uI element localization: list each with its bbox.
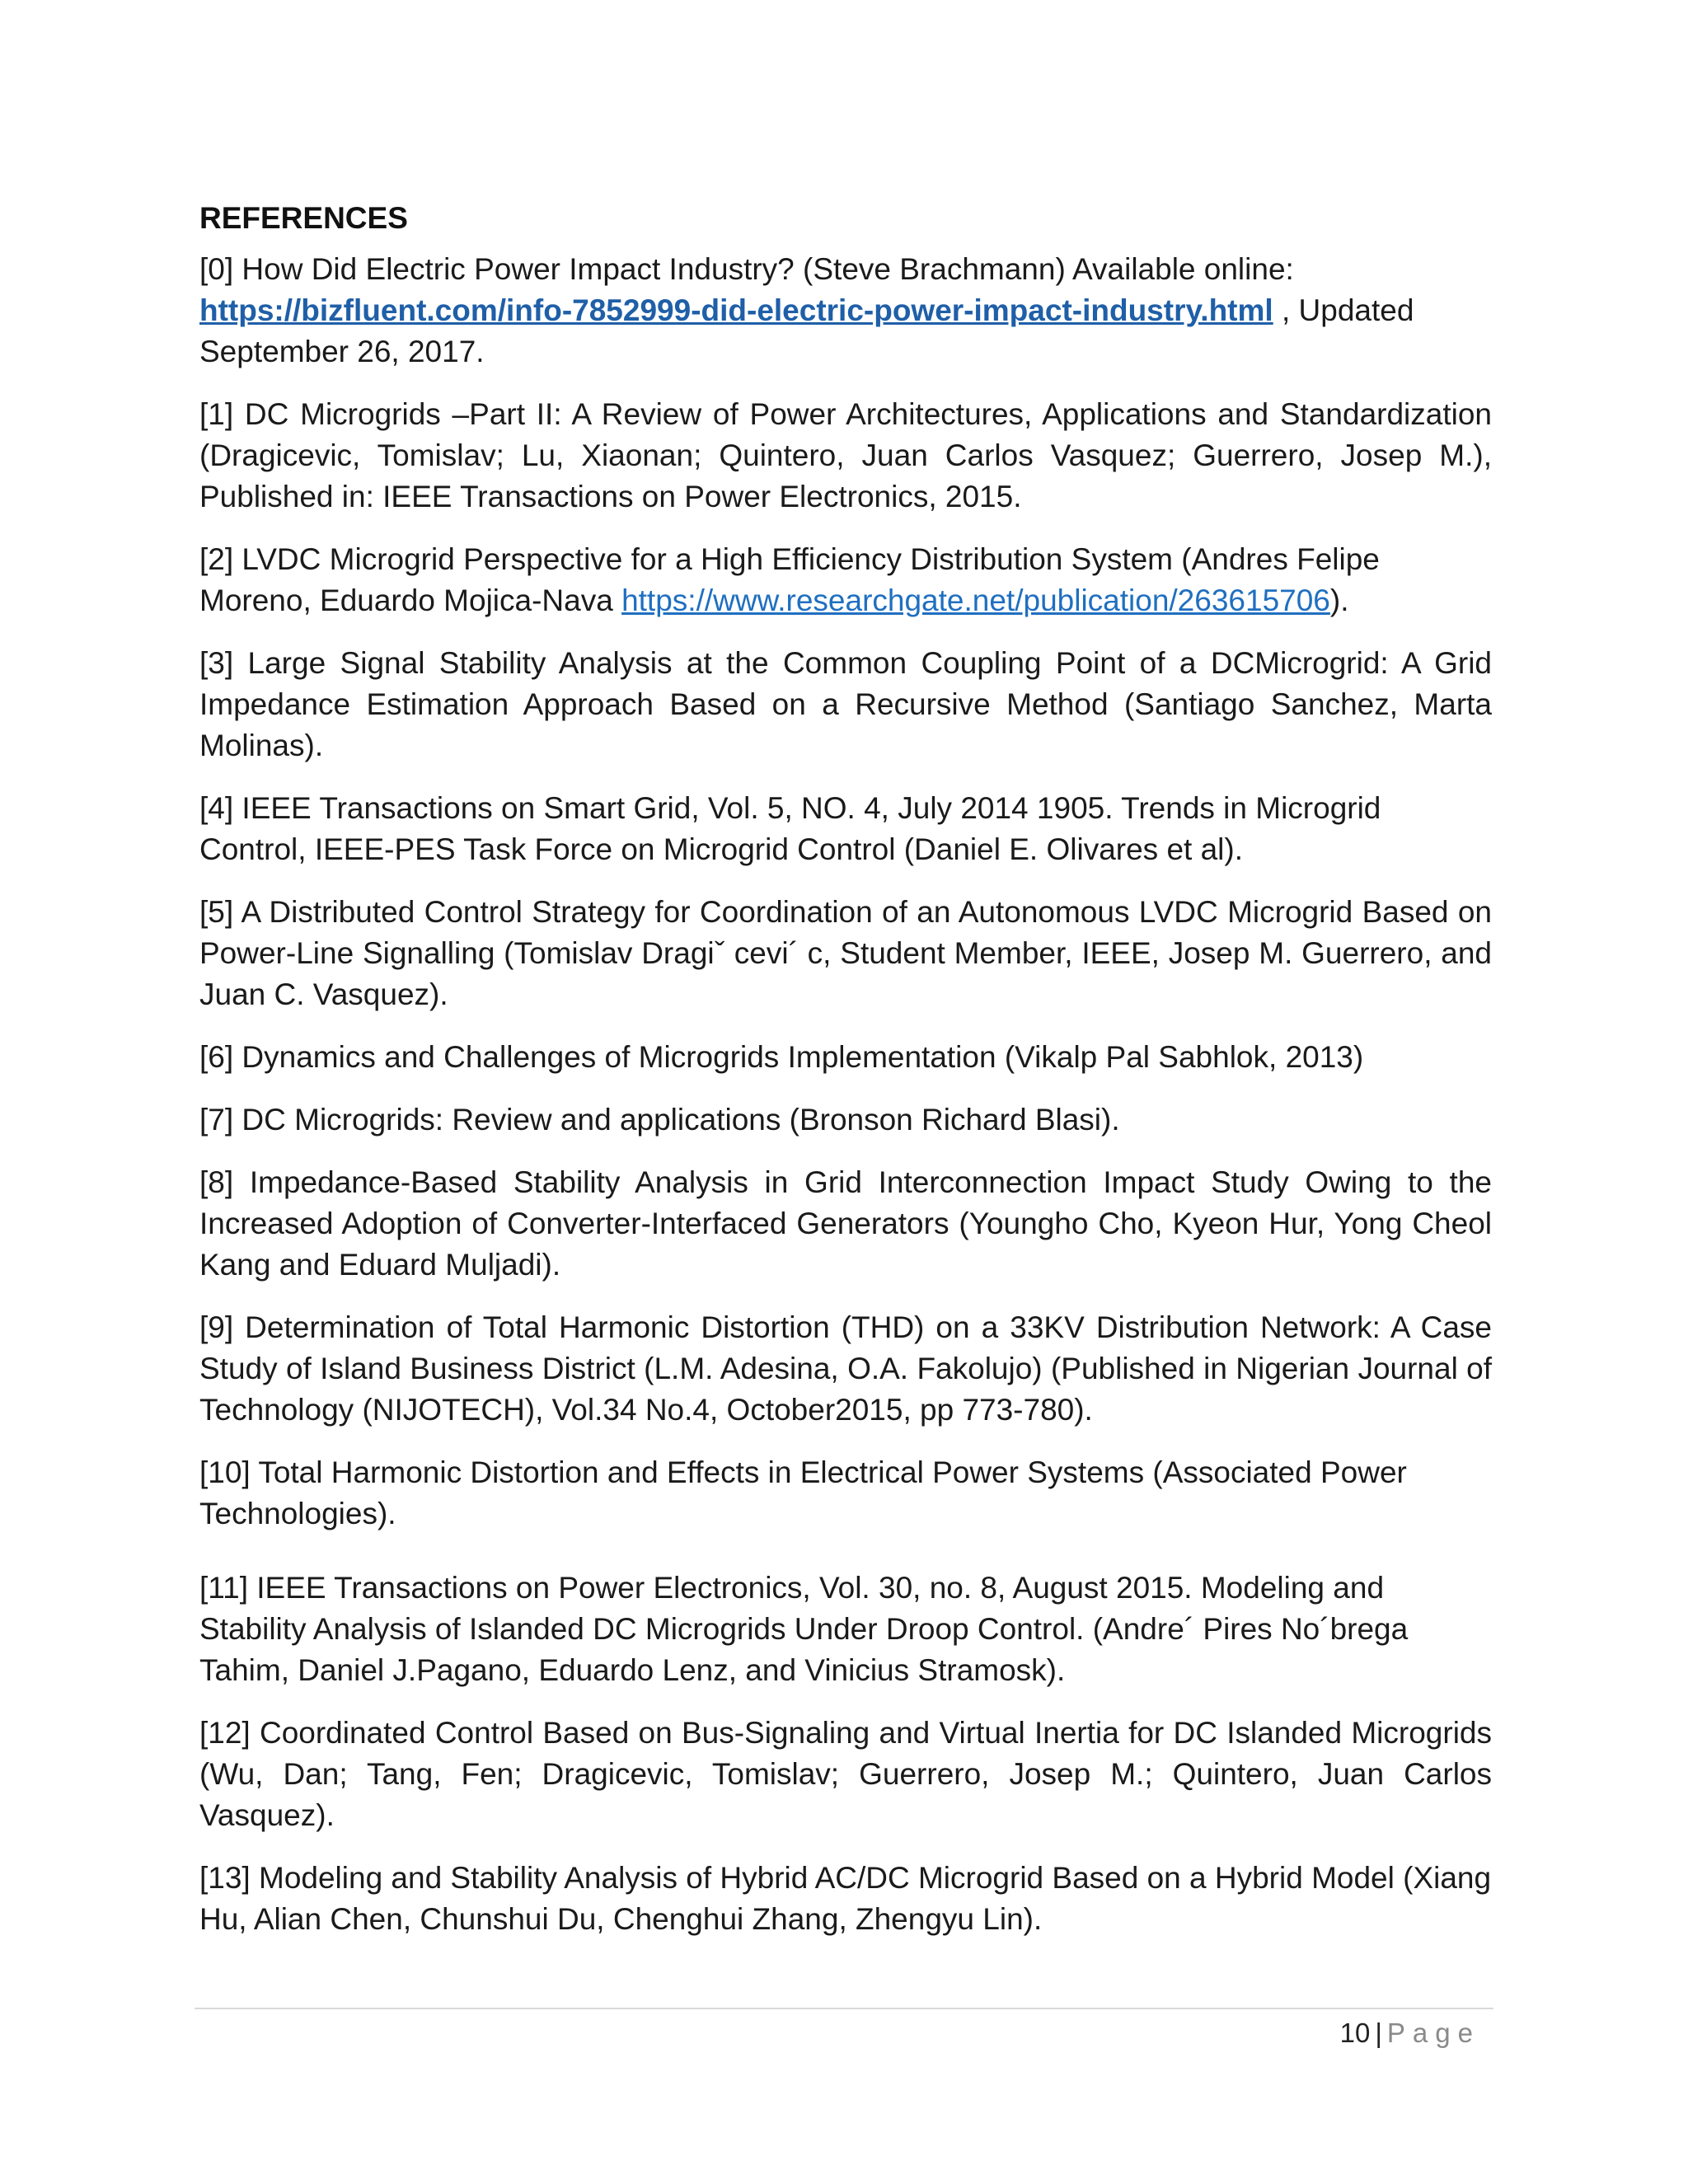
reference-2-text: [2] LVDC Microgrid Perspective for a High Efficiency Distribution System (Andres Felipe Moreno, Eduardo Mojica-Nava [199, 542, 1380, 617]
page-footer [1340, 2015, 1480, 2051]
reference-3: [3] Large Signal Stability Analysis at the Common Coupling Point of a DCMicrogrid: A Grid Impedance Estimation Approach Based on a Recursive Method (Santiago Sanchez, Marta Molinas). [199, 646, 1492, 762]
reference-0 [199, 249, 1492, 373]
reference-11: [11] IEEE Transactions on Power Electronics, Vol. 30, no. 8, August 2015. Modeling and Stability Analysis of Islanded DC Microgrids Under Droop Control. (Andre´ Pires No´brega Tahim, Daniel J.Pagano, Eduardo Lenz, and Vinicius Stramosk). [199, 1571, 1409, 1687]
reference-4: [4] IEEE Transactions on Smart Grid, Vol. 5, NO. 4, July 2014 1905. Trends in Microgrid Control, IEEE-PES Task Force on Microgrid Control (Daniel E. Olivares et al). [199, 791, 1381, 866]
reference-2-text-after: ). [1329, 583, 1349, 617]
reference-1: [1] DC Microgrids –Part II: A Review of Power Architectures, Applications and Standardization (Dragicevic, Tomislav; Lu, Xiaonan; Quintero, Juan Carlos Vasquez; Guerrero, Josep M.), Published in: IEEE Transactions on Power Electronics, 2015. [199, 397, 1492, 513]
reference-7: [7] DC Microgrids: Review and applications (Bronson Richard Blasi). [199, 1103, 1120, 1137]
reference-5: [5] A Distributed Control Strategy for Coordination of an Autonomous LVDC Microgrid Based on Power-Line Signalling (Tomislav Dragiˇ cevi´ c, Student Member, IEEE, Josep M. Guerrero, and Juan C. Vasquez). [199, 895, 1492, 1011]
section-heading: REFERENCES [199, 201, 408, 235]
reference-0-link[interactable]: https://bizfluent.com/info-7852999-did-electric-power-impact-industry.html [199, 293, 1273, 327]
reference-13: [13] Modeling and Stability Analysis of Hybrid AC/DC Microgrid Based on a Hybrid Model (Xiang Hu, Alian Chen, Chunshui Du, Chenghui Zhang, Zhengyu Lin). [199, 1861, 1492, 1936]
reference-2-link[interactable]: https://www.researchgate.net/publication/263615706 [621, 583, 1330, 617]
reference-2 [199, 539, 1492, 621]
reference-0-text-after: , Updated September 26, 2017. [199, 293, 1414, 368]
page-label: Page [1386, 2018, 1480, 2048]
reference-9: [9] Determination of Total Harmonic Distortion (THD) on a 33KV Distribution Network: A Case Study of Island Business District (L.M. Adesina, O.A. Fakolujo) (Published in Nigerian Journal of Technology (NIJOTECH), Vol.34 No.4, October2015, pp 773-780). [199, 1310, 1492, 1427]
footer-divider [195, 2008, 1493, 2009]
reference-10: [10] Total Harmonic Distortion and Effects in Electrical Power Systems (Associated Power Technologies). [199, 1455, 1407, 1530]
page-number: 10 [1339, 2018, 1371, 2048]
references-section [199, 198, 1492, 1961]
reference-0-text: [0] How Did Electric Power Impact Industry? (Steve Brachmann) Available online: [199, 252, 1294, 286]
reference-12: [12] Coordinated Control Based on Bus-Signaling and Virtual Inertia for DC Islanded Microgrids (Wu, Dan; Tang, Fen; Dragicevic, Tomislav; Guerrero, Josep M.; Quintero, Juan Carlos Vasquez). [199, 1716, 1492, 1832]
reference-6: [6] Dynamics and Challenges of Microgrids Implementation (Vikalp Pal Sabhlok, 2013) [199, 1040, 1364, 1074]
footer-separator: | [1375, 2018, 1382, 2048]
reference-8: [8] Impedance-Based Stability Analysis in Grid Interconnection Impact Study Owing to the Increased Adoption of Converter-Interfaced Generators (Youngho Cho, Kyeon Hur, Yong Cheol Kang and Eduard Muljadi). [199, 1165, 1492, 1282]
